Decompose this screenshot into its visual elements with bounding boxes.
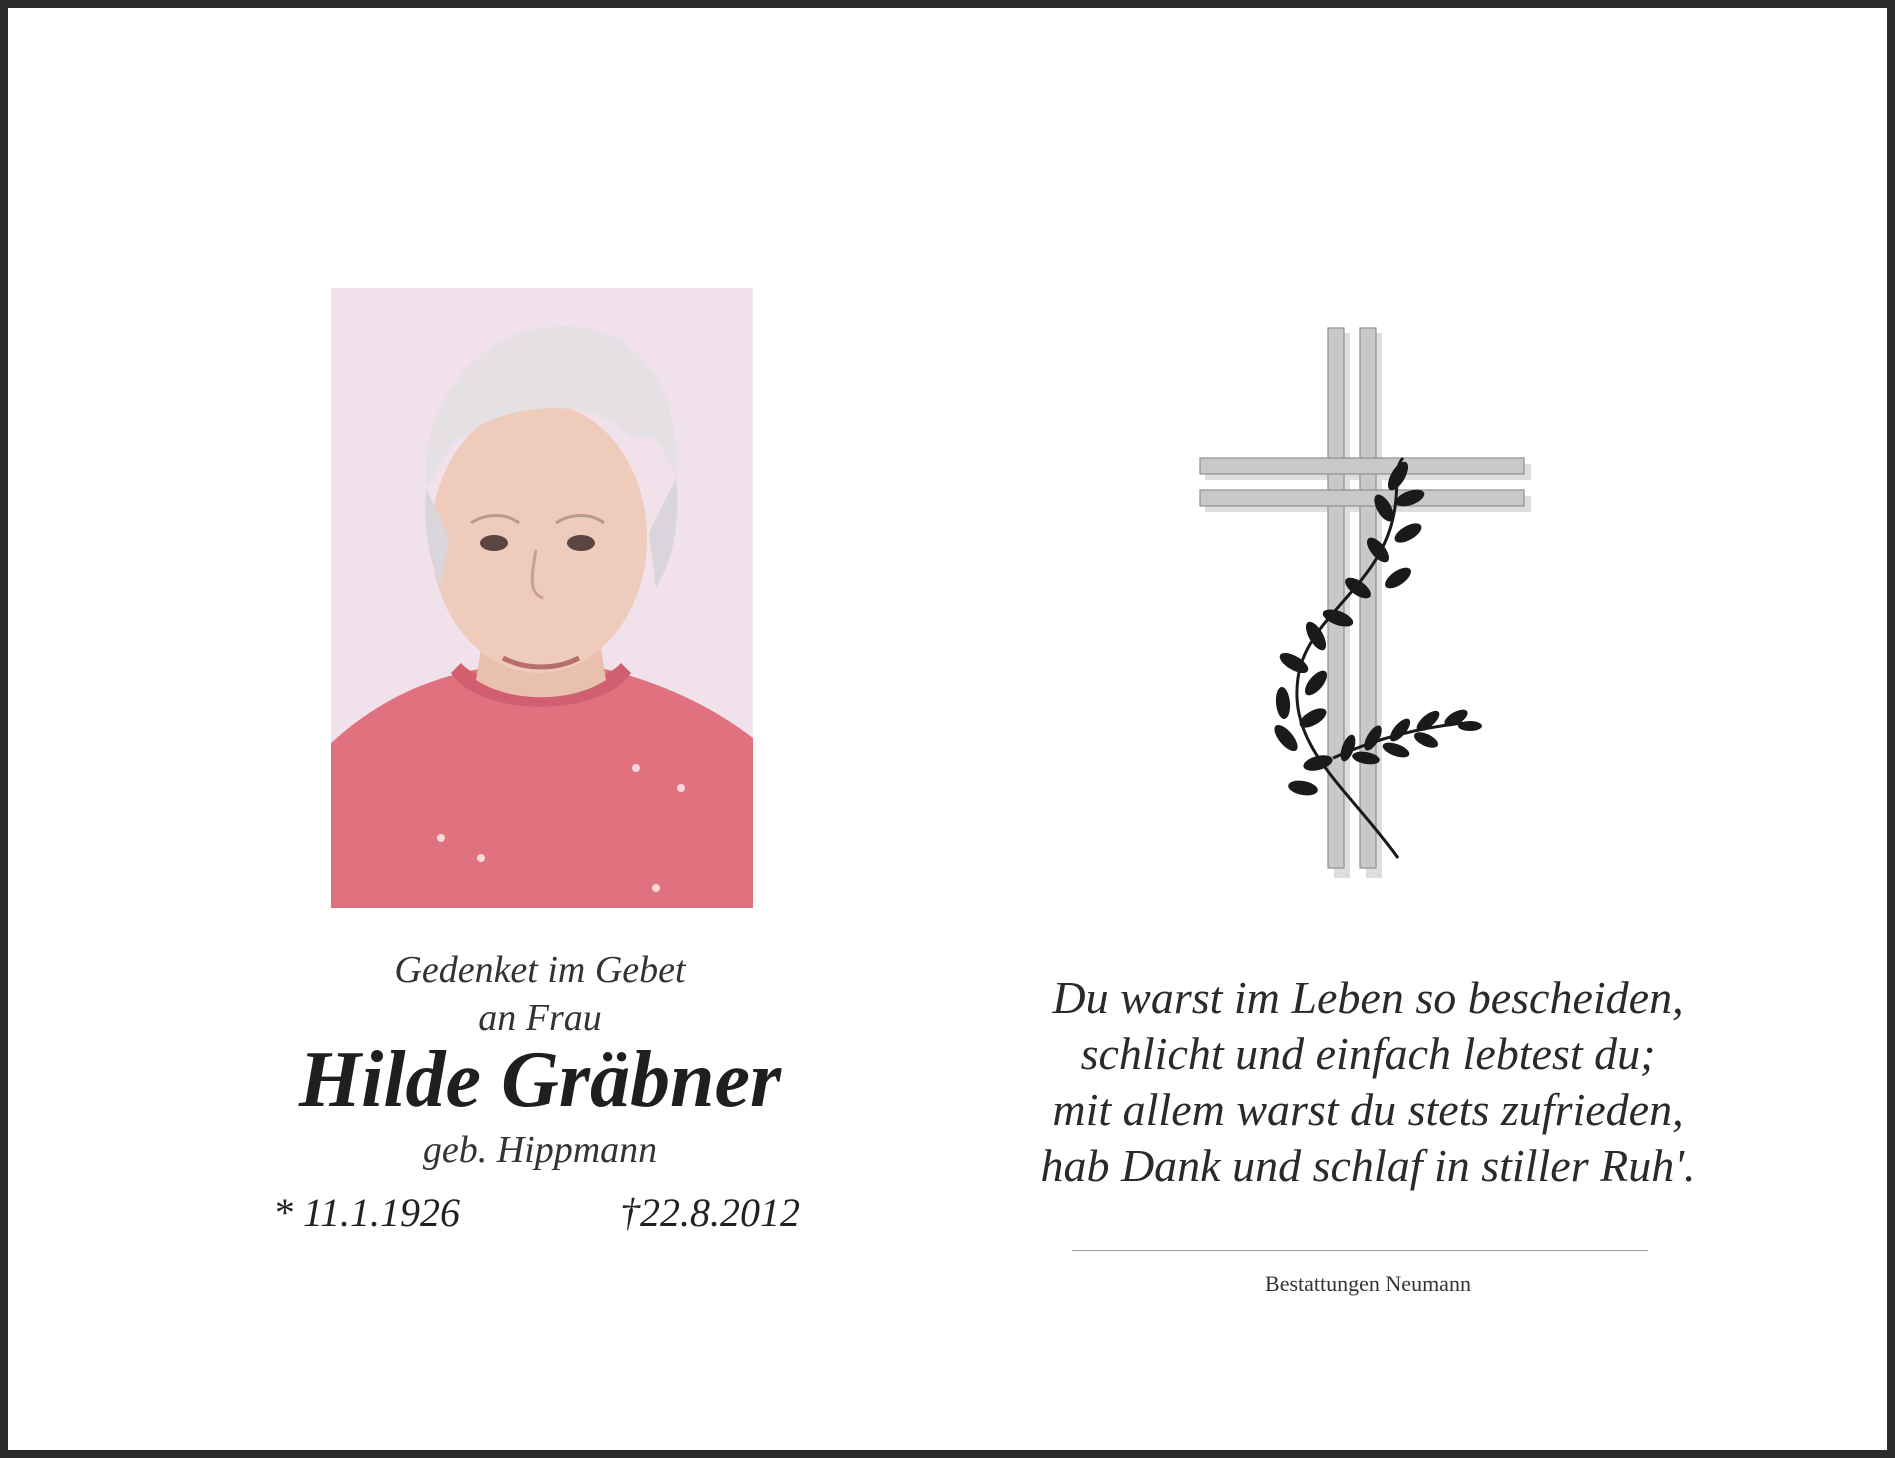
intro-line-prayer: Gedenket im Gebet — [394, 949, 686, 991]
verse-line: Du warst im Leben so bescheiden, — [1052, 972, 1684, 1023]
verse-line: hab Dank und schlaf in stiller Ruh'. — [1040, 1140, 1696, 1191]
maiden-name: geb. Hippmann — [422, 1129, 658, 1171]
birth-date: * 11.1.1926 — [273, 1190, 461, 1235]
divider-line — [1072, 1250, 1648, 1251]
cross-icon — [1188, 318, 1548, 878]
verse-line: mit allem warst du stets zufrieden, — [1052, 1084, 1684, 1135]
memorial-verse — [968, 970, 1768, 1194]
funeral-home-name: Bestattungen Neumann — [1265, 1271, 1471, 1296]
portrait-photo — [331, 288, 753, 908]
death-date: †22.8.2012 — [620, 1190, 800, 1235]
deceased-name: Hilde Gräbner — [298, 1036, 782, 1124]
intro-line-salutation: an Frau — [478, 997, 602, 1039]
portrait-illustration — [331, 288, 753, 908]
verse-line: schlicht und einfach lebtest du; — [1080, 1028, 1656, 1079]
